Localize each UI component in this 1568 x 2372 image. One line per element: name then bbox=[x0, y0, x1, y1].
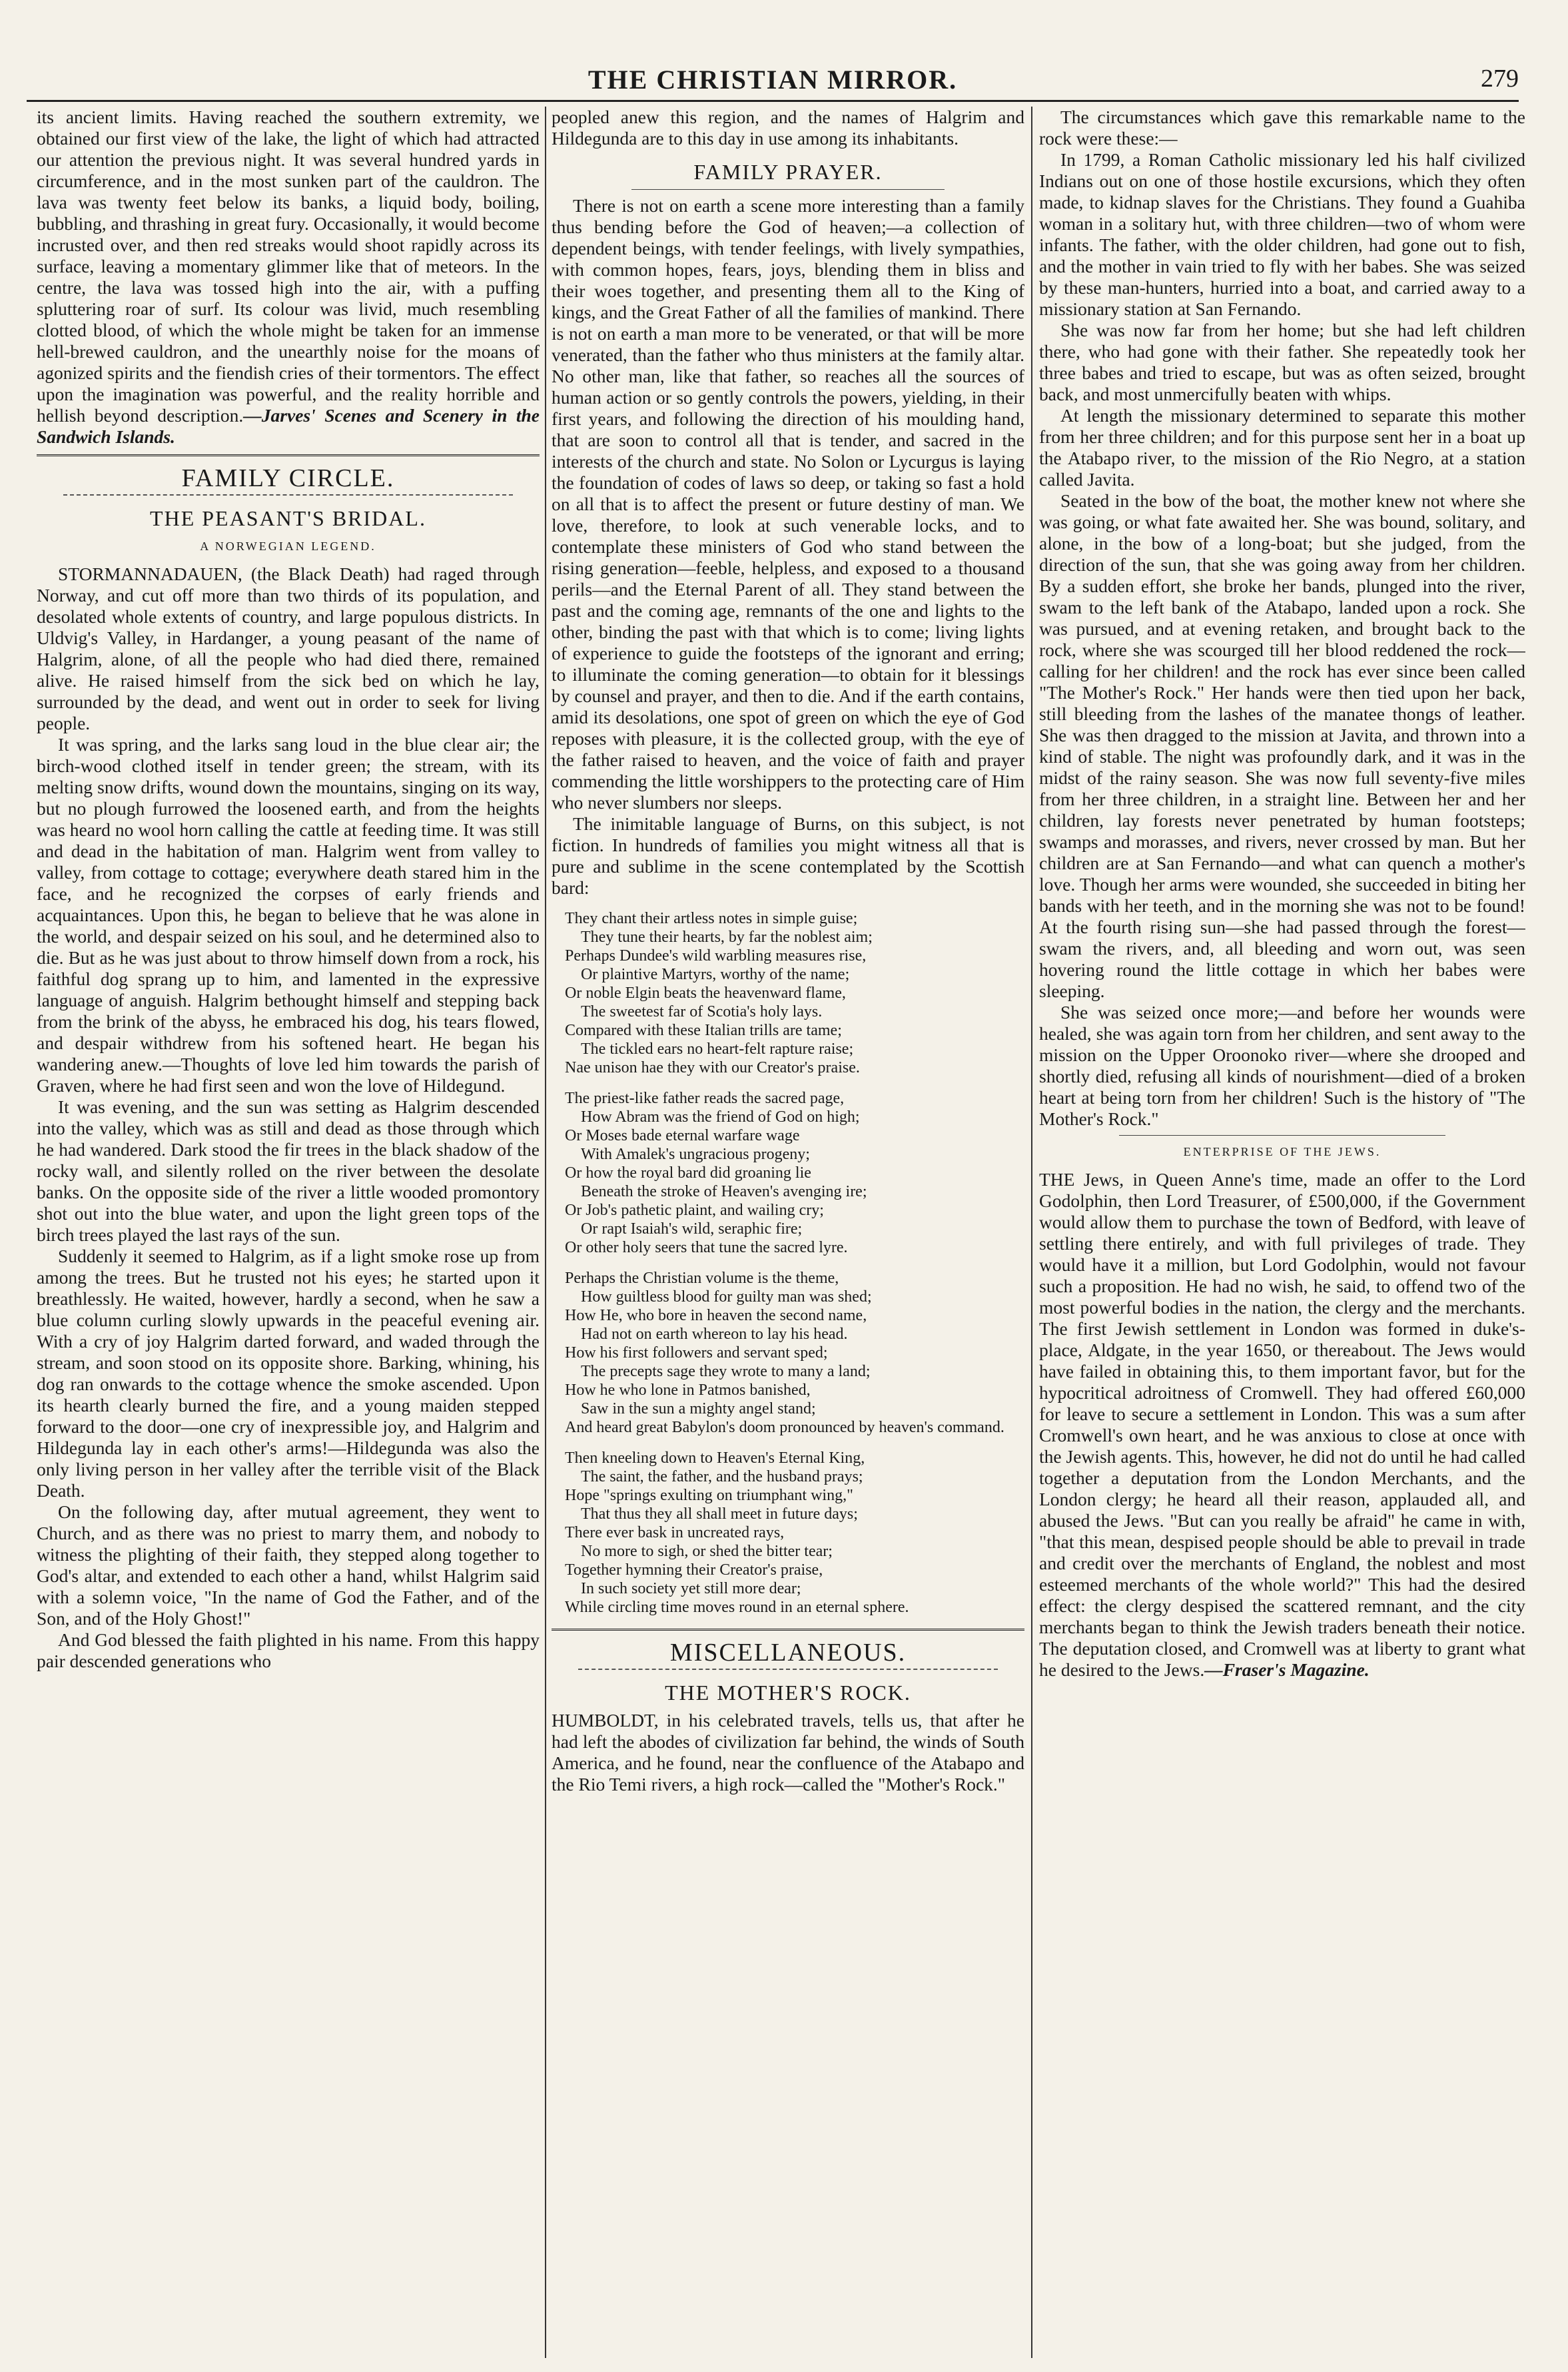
article-paragraph: There is not on earth a scene more interesting than a family thus bending before the God of heaven;—a collection of dependent beings, with tender feelings, with lively sympathies, with common hopes, fears, joys, blending them in bliss and their woes together, and presenting them all to the King of kings, and the Great Father of all the families of mankind. There is not on earth a man more to be venerated, or that will be more venerated, than the father who thus ministers at the family altar. No other man, like that father, so reaches all the sources of human action or so gently controls the powers, yielding, in their first years, and following the direction of his moulding hand, that are soon to control all that is tender, and sacred in the interests of the church and state. No Solon or Lycurgus is laying the foundation of codes of laws so deep, or taking so fast a hold on all that is to affect the present or future destiny of man. We love, therefore, to look at such venerable locks, and to contemplate these ministers of God who stand between the rising generation—feeble, helpless, and exposed to a thousand perils—and the Eternal Parent of all. They stand between the past and the coming age, remnants of the one and lights to the other, binding the past with that which is to come; living lights of experience to guide the footsteps of the ignorant and erring; to illuminate the coming generation—to obtain for it blessings by counsel and prayer, and then to die. And if the earth contains, amid its desolations, one spot of green on which the eye of God reposes with pleasure, it is the collected group, with the eye of the father raised to heaven, and the voice of faith and prayer commending the little worshippers to the protecting care of Him who never slumbers nor sleeps. bbox=[552, 195, 1024, 813]
poem-line: The precepts sage they wrote to many a land; bbox=[581, 1363, 871, 1380]
article-paragraph: It was spring, and the larks sang loud in the blue clear air; the birch-wood clothed itself in tender green; the stream, with its melting snow drifts, wound down the mountains, singing on its way, but no plough furrowed the loosened earth, and from the heights was heard no wool horn calling the cattle at feeding time. It was still and dead in the habitation of man. Halgrim went from valley to valley, from cottage to cottage; everywhere death stared him in the face, and he recognized the corpses of early friends and acquaintances. Upon this, he began to believe that he was alone in the world, and despair seized on his soul, and he determined also to die. But as he was just about to throw himself down from a rock, his faithful dog sprang up to him, and lamented in the expressive language of anguish. Halgrim bethought himself and stepping back from the brink of the abyss, he embraced his dog, his tears flowed, and despair withdrew from his softened heart. He began his wandering anew.—Thoughts of love led him towards the parish of Graven, where he had first seen and won the love of Hildegund. bbox=[37, 734, 540, 1096]
volcano-credit: —Jarves' Scenes and Scenery in the Sandwich Islands. bbox=[37, 405, 540, 447]
poem-line: While circling time moves round in an eternal sphere. bbox=[565, 1599, 909, 1616]
article-paragraph: STORMANNADAUEN, (the Black Death) had raged through Norway, and cut off more than two thirds of its population, and desolated whole extents of country, and large populous districts. In Uldvig's Valley, in Hardanger, a young peasant of the name of Halgrim, alone, of all the people who had died there, remained alive. He raised himself from the sick bed on which he lay, surrounded by the dead, and went out in order to seek for living people. bbox=[37, 564, 540, 733]
poem-line: The tickled ears no heart-felt rapture raise; bbox=[581, 1040, 854, 1058]
poem-line: Or plaintive Martyrs, worthy of the name; bbox=[581, 966, 850, 983]
poem-line: The saint, the father, and the husband prays; bbox=[581, 1468, 863, 1485]
article-title-family-prayer: FAMILY PRAYER. bbox=[693, 160, 883, 184]
poem-line: The priest-like father reads the sacred page, bbox=[565, 1090, 845, 1107]
poem-line: Had not on earth whereon to lay his head. bbox=[581, 1326, 848, 1343]
article-paragraph: At length the missionary determined to separate this mother from her three children; and for this purpose sent her in a boat up the Atabapo river, to the mission of the Rio Negro, at a station called Javita. bbox=[1039, 405, 1525, 490]
poem-line: How he who lone in Patmos banished, bbox=[565, 1382, 811, 1399]
article-paragraph: On the following day, after mutual agreement, they went to Church, and as there was no priest to marry them, and nobody to witness the plighting of their faith, they stepped along together to God's altar, and extended to each other a hand, whilst Halgrim said with a solemn voice, "In the name of God the Father, and of the Son, and of the Holy Ghost!" bbox=[37, 1501, 540, 1629]
poem-line: Together hymning their Creator's praise, bbox=[565, 1561, 823, 1579]
article-paragraph: Suddenly it seemed to Halgrim, as if a light smoke rose up from among the trees. But he trusted not his eyes; he started upon it breathlessly. He waited, however, hardly a second, when he saw a blue column curling slowly upwards in the peaceful evening air. With a cry of joy Halgrim darted forward, and waded through the stream, and soon stood on its opposite shore. Barking, whining, his dog ran onwards to the cottage whence the smoke ascended. Upon its hearth clearly burned the fire, and a young maiden stepped forward to the door—one cry of inexpressible joy, and Halgrim and Hildegunda lay in each other's arms!—Hildegunda was also the only living person in her valley after the terrible visit of the Black Death. bbox=[37, 1246, 540, 1501]
poem-line: Nae unison hae they with our Creator's praise. bbox=[565, 1059, 860, 1076]
poem-line: There ever bask in uncreated rays, bbox=[565, 1524, 785, 1541]
column-1 bbox=[37, 107, 540, 2365]
poem-line: No more to sigh, or shed the bitter tear; bbox=[581, 1543, 833, 1560]
poem-line: Or Job's pathetic plaint, and wailing cry; bbox=[565, 1202, 824, 1219]
article-paragraph: She was seized once more;—and before her wounds were healed, she was again torn from her children, and sent away to the mission on the Upper Oroonoko river—where she drooped and shortly died, refusing all kinds of nourishment—died of a broken heart at being torn from her children! Such is the history of "The Mother's Rock." bbox=[1039, 1002, 1525, 1129]
poem-line: And heard great Babylon's doom pronounced by heaven's command. bbox=[565, 1419, 1004, 1436]
masthead bbox=[27, 61, 1519, 104]
poem-line: They tune their hearts, by far the noblest aim; bbox=[581, 929, 873, 946]
article-paragraph: And God blessed the faith plighted in his name. From this happy pair descended generations who bbox=[37, 1629, 540, 1671]
poem-line: Or how the royal bard did groaning lie bbox=[565, 1164, 811, 1182]
section-heading-miscellaneous: MISCELLANEOUS. bbox=[669, 1639, 907, 1667]
article-title-peasants-bridal: THE PEASANT'S BRIDAL. bbox=[150, 506, 426, 530]
poem-line: They chant their artless notes in simple guise; bbox=[565, 910, 858, 927]
section-rule bbox=[552, 1629, 1024, 1633]
poem-stanza bbox=[565, 1449, 1024, 1617]
poem-line: Or Moses bade eternal warfare wage bbox=[565, 1127, 800, 1144]
poem-line: Or other holy seers that tune the sacred lyre. bbox=[565, 1239, 848, 1256]
article-paragraph: It was evening, and the sun was setting as Halgrim descended into the valley, which was as still and dead as those through which he had wandered. Dark stood the fir trees in the black shadow of the rocky wall, and silently rolled on the river between the desolate banks. On the opposite side of the river a little wooded promontory shot out into the blue water, and upon the light green tops of the birch trees played the last rays of the sun. bbox=[37, 1096, 540, 1245]
column-3 bbox=[1039, 107, 1525, 2365]
page-title: THE CHRISTIAN MIRROR. bbox=[588, 65, 958, 95]
article-subtitle: A NORWEGIAN LEGEND. bbox=[200, 540, 376, 553]
poem-stanza bbox=[565, 1269, 1024, 1437]
article-rule bbox=[1119, 1135, 1445, 1136]
poem-line: With Amalek's ungracious progeny; bbox=[581, 1146, 810, 1163]
poem-line: Hope "springs exulting on triumphant wing," bbox=[565, 1487, 853, 1504]
article-paragraph: The inimitable language of Burns, on this subject, is not fiction. In hundreds of families you might witness all that is pure and sublime in the scene contemplated by the Scottish bard: bbox=[552, 813, 1024, 898]
poem-line: Perhaps the Christian volume is the theme, bbox=[565, 1270, 839, 1287]
poem-line: How guiltless blood for guilty man was shed; bbox=[581, 1288, 872, 1306]
section-rule bbox=[37, 454, 540, 458]
poem-line: Or noble Elgin beats the heavenward flame, bbox=[565, 985, 846, 1002]
article-title-mothers-rock: THE MOTHER'S ROCK. bbox=[665, 1681, 911, 1705]
poem-line: The sweetest far of Scotia's holy lays. bbox=[581, 1003, 823, 1020]
article-paragraph: Seated in the bow of the boat, the mother knew not where she was going, or what fate awaited her. She was bound, solitary, and alone, in the bow of a long-boat; but she judged, from the direction of the sun, that she was going away from her children. By a sudden effort, she broke her bands, plunged into the river, swam to the left bank of the Atabapo, landed upon a rock. She was pursued, and at evening retaken, and brought back to the rock, where she was scourged till her blood reddened the rock—calling for her children! and the rock has ever since been called "The Mother's Rock." Her hands were then tied upon her back, still bleeding from the lashes of the manatee thongs of leather. She was then dragged to the mission at Javita, and thrown into a kind of stable. The night was profoundly dark, and it was in the midst of the rainy season. She was now full seventy-five miles from her three children, in a straight line. Between her and her children, lay forests never penetrated by human footsteps; swamps and morasses, and rivers, never crossed by man. But her children are at San Fernando—and what can quench a mother's love. Though her arms were wounded, she succeeded in biting her bands with her teeth, and in the morning she was not to be found! At the fourth rising sun—she had passed through the forest—swam the rivers, and, all bleeding and worn out, was seen hovering round the little cottage in which her babes were sleeping. bbox=[1039, 490, 1525, 1001]
column-divider bbox=[545, 107, 546, 2358]
poem-stanza bbox=[565, 1089, 1024, 1257]
ornamental-rule bbox=[63, 494, 513, 496]
poem-line: How Abram was the friend of God on high; bbox=[581, 1108, 860, 1126]
article-paragraph bbox=[1039, 1169, 1525, 1681]
volcano-paragraph bbox=[37, 107, 540, 448]
poem-line: Compared with these Italian trills are tame; bbox=[565, 1022, 842, 1039]
poem bbox=[565, 909, 1024, 1617]
poem-line: Saw in the sun a mighty angel stand; bbox=[581, 1400, 816, 1417]
poem-line: How He, who bore in heaven the second name, bbox=[565, 1307, 867, 1324]
column-2 bbox=[552, 107, 1024, 2365]
article-paragraph: The circumstances which gave this remarkable name to the rock were these:— bbox=[1039, 107, 1525, 149]
article-title-enterprise-of-jews: ENTERPRISE OF THE JEWS. bbox=[1183, 1145, 1381, 1158]
poem-line: How his first followers and servant sped; bbox=[565, 1344, 828, 1362]
carryover-paragraph: peopled anew this region, and the names of Halgrim and Hildegunda are to this day in use among its inhabitants. bbox=[552, 107, 1024, 149]
title-rule bbox=[631, 189, 945, 190]
masthead-rule bbox=[27, 100, 1519, 102]
jews-credit: —Fraser's Magazine. bbox=[1204, 1659, 1370, 1680]
poem-line: Or rapt Isaiah's wild, seraphic fire; bbox=[581, 1220, 803, 1238]
poem-line: In such society yet still more dear; bbox=[581, 1580, 801, 1597]
article-paragraph: HUMBOLDT, in his celebrated travels, tells us, that after he had left the abodes of civilization far behind, the winds of South America, and he found, near the confluence of the Atabapo and the Rio Temi rivers, a high rock—called the "Mother's Rock." bbox=[552, 1710, 1024, 1794]
ornamental-rule bbox=[578, 1669, 998, 1670]
poem-stanza bbox=[565, 909, 1024, 1077]
column-divider bbox=[1031, 107, 1032, 2358]
poem-line: Perhaps Dundee's wild warbling measures rise, bbox=[565, 947, 867, 965]
page-number: 279 bbox=[1481, 65, 1519, 93]
poem-line: Then kneeling down to Heaven's Eternal King, bbox=[565, 1449, 865, 1467]
poem-line: That thus they all shall meet in future days; bbox=[581, 1505, 858, 1523]
article-paragraph: In 1799, a Roman Catholic missionary led his half civilized Indians out on one of those hostile excursions, which they often made, to kidnap slaves for the Christians. They found a Guahiba woman in a solitary hut, with three children—two of whom were infants. The father, with the older children, had gone out to fish, and the mother in vain tried to fly with her babes. She was seized by these man-hunters, hurried into a boat, and carried away to a missionary station at San Fernando. bbox=[1039, 149, 1525, 319]
volcano-text: its ancient limits. Having reached the southern extremity, we obtained our first view of the lake, the light of which had attracted our attention the previous night. It was several hundred yards in circumference, and in the most sunken part of the cauldron. The lava was twenty feet below its banks, a liquid body, boiling, bubbling, and thrashing in great fury. Occasionally, it would become incrusted over, and then red streaks would shoot rapidly across its surface, leaving a momentary glimmer like that of meteors. In the centre, the lava was tossed high into the air, with a puffing spluttering roar of surf. Its colour was livid, much resembling clotted blood, of which the whole might be taken for an immense hell-brewed cauldron, and the unearthly noise for the moans of agonized spirits and the fiendish cries of their tormentors. The effect upon the imagination was powerful, and the reality horrible and hellish beyond description. bbox=[37, 107, 540, 426]
article-paragraph: She was now far from her home; but she had left children there, who had gone with their father. She repeatedly took her three babes and tried to escape, but was as often seized, brought back, and most unmercifully beaten with whips. bbox=[1039, 320, 1525, 404]
poem-line: Beneath the stroke of Heaven's avenging ire; bbox=[581, 1183, 867, 1200]
jews-text: THE Jews, in Queen Anne's time, made an offer to the Lord Godolphin, then Lord Treasurer, of £500,000, if the Government would allow them to purchase the town of Bedford, with leave of settling there entirely, and with full privileges of trade. They would have it a million, but Lord Godolphin, would not favour such a proposition. He had no wish, he said, to offend two of the most powerful bodies in the nation, the clergy and the merchants. The first Jewish settlement in London was formed in duke's-place, Aldgate, in the year 1650, or thereabout. The Jews would have failed in obtaining this, to them important favor, but for the hypocritical adroitness of Cromwell. They had offered £60,000 for leave to secure a settlement in London. This was a sum after Cromwell's own heart, and he was anxious to close at once with the Jewish agents. This, however, he did not do until he had called together a deputation from the London Merchants, and the London clergy; he heard all their reason, applauded all, and abused the Jews. "But can you really be afraid" he came in with, "that this mean, despised people should be able to prevail in trade and credit over the merchants of England, the noblest and most esteemed merchants of the whole world?" This had the desired effect: the clergy despised the scattered remnant, and the city merchants began to think the Jewish traders beneath their notice. The deputation closed, and Cromwell was at liberty to grant what he desired to the Jews. bbox=[1039, 1169, 1525, 1680]
section-heading-family-circle: FAMILY CIRCLE. bbox=[181, 464, 395, 492]
